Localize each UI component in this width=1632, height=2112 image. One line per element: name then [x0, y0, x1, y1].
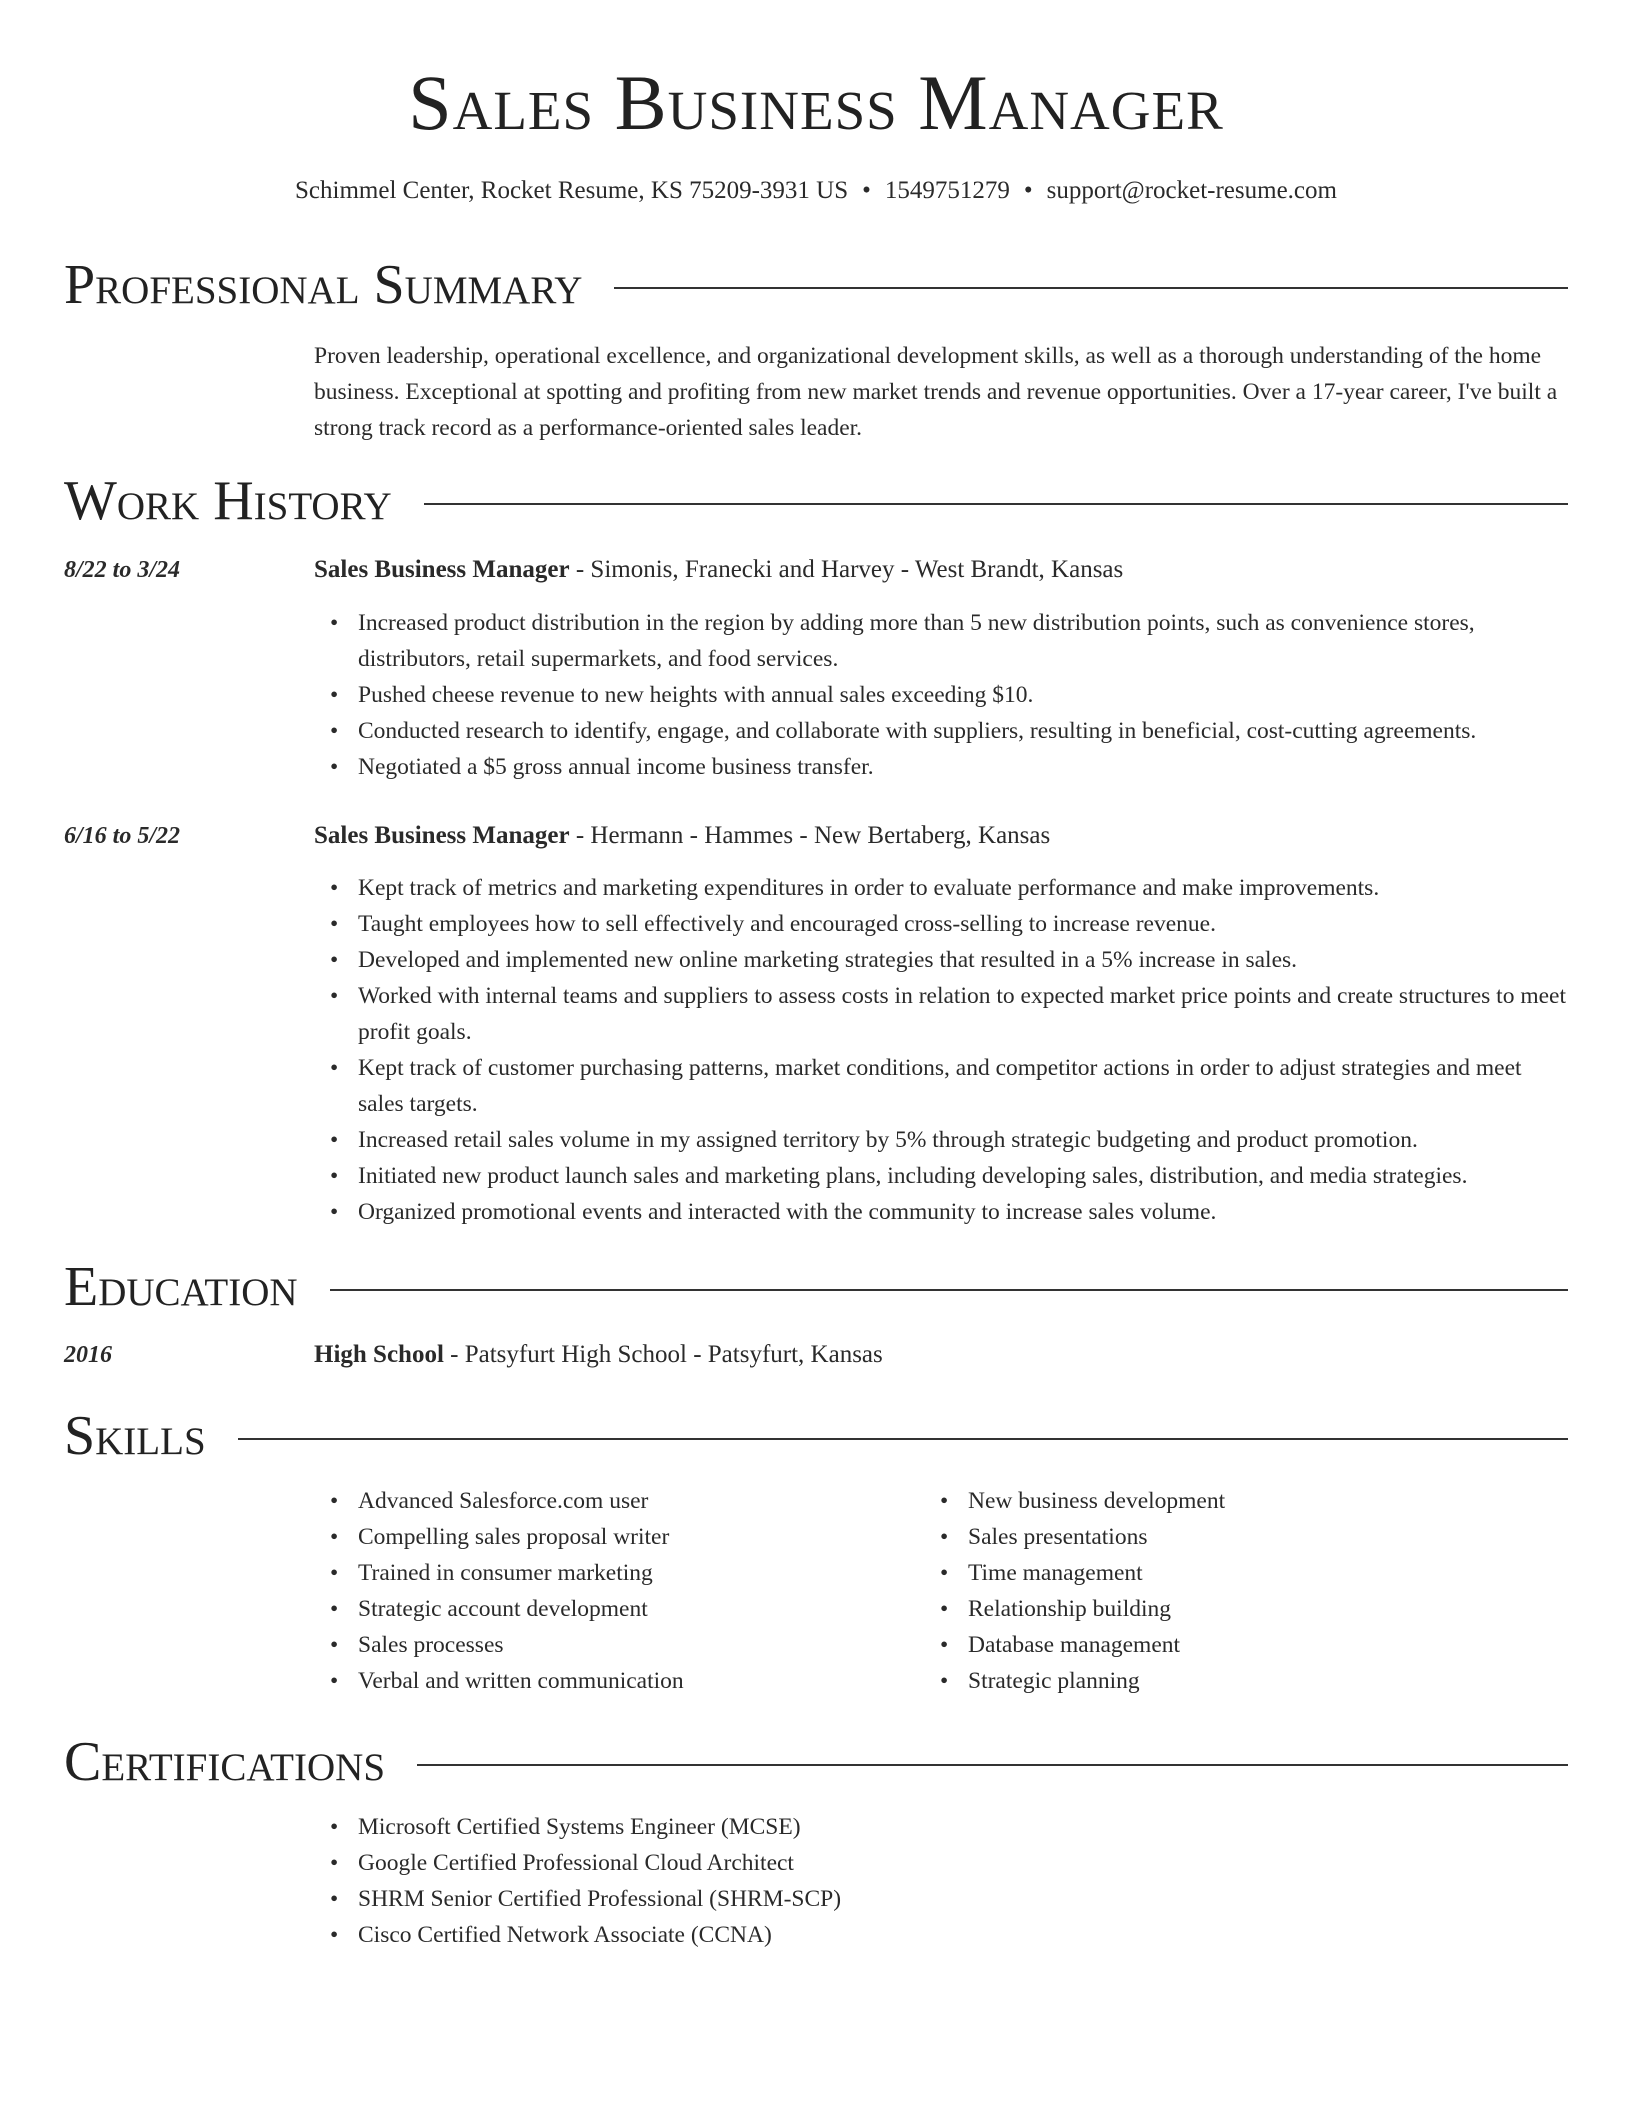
job-bullet: • Kept track of metrics and marketing expenditures in order to evaluate performance and make improvements.: [358, 870, 1568, 906]
summary-section-title: Professional Summary: [64, 254, 583, 316]
job-dates: 8/22 to 3/24: [64, 557, 181, 583]
skill-item: • Strategic planning: [968, 1663, 1564, 1699]
contact-email: support@rocket-resume.com: [1046, 177, 1337, 204]
skills-section-title: Skills: [64, 1405, 206, 1467]
certification-item: • Google Certified Professional Cloud Architect: [358, 1845, 1568, 1881]
job-bullets: [314, 870, 1568, 1230]
skill-item: • Verbal and written communication: [358, 1663, 924, 1699]
job-bullet: • Developed and implemented new online marketing strategies that resulted in a 5% increase in sales.: [358, 942, 1568, 978]
job-details: - Simonis, Franecki and Harvey - West Brandt, Kansas: [569, 556, 1124, 583]
skill-item: • Compelling sales proposal writer: [358, 1519, 924, 1555]
job-bullets: [314, 605, 1568, 785]
education-section-title: Education: [64, 1256, 298, 1318]
candidate-name: Sales Business Manager: [408, 59, 1224, 146]
job-title: Sales Business Manager: [314, 822, 570, 849]
skills-list-left: [314, 1483, 924, 1699]
skill-item: • Time management: [968, 1555, 1564, 1591]
summary-text: Proven leadership, operational excellence, and organizational development skills, as well as a thorough understanding of the home business. Exceptional at spotting and profiting from new market trends and revenue opportunities. Over a 17-year career, I've built a strong track record as a performance-oriented sales leader.: [314, 343, 1558, 441]
job-bullet: • Organized promotional events and interacted with the community to increase sales volume.: [358, 1194, 1568, 1230]
skill-item: • Sales presentations: [968, 1519, 1564, 1555]
skills-section-header: [64, 1406, 1568, 1466]
skill-item: • Strategic account development: [358, 1591, 924, 1627]
skill-item: • Sales processes: [358, 1627, 924, 1663]
certifications-section-title: Certifications: [64, 1731, 386, 1793]
job-heading: [314, 820, 1568, 852]
job-bullet: • Negotiated a $5 gross annual income business transfer.: [358, 749, 1568, 785]
skills-list-right: [924, 1483, 1564, 1699]
skill-item: • Advanced Salesforce.com user: [358, 1483, 924, 1519]
certification-item: • SHRM Senior Certified Professional (SHRM-SCP): [358, 1881, 1568, 1917]
education-degree: High School: [314, 1341, 444, 1368]
skill-item: • New business development: [968, 1483, 1564, 1519]
skill-item: • Relationship building: [968, 1591, 1564, 1627]
job-bullet: • Conducted research to identify, engage, and collaborate with suppliers, resulting in beneficial, cost-cutting agreements.: [358, 713, 1568, 749]
section-divider: [330, 1289, 1568, 1291]
section-divider: [424, 503, 1568, 505]
contact-separator: •: [1023, 177, 1033, 204]
contact-line: [0, 175, 1632, 207]
education-details: - Patsyfurt High School - Patsyfurt, Kansas: [443, 1341, 883, 1368]
job-bullet: • Increased product distribution in the region by adding more than 5 new distribution points, such as convenience stores, distributors, retail supermarkets, and food services.: [358, 605, 1568, 677]
skill-item: • Database management: [968, 1627, 1564, 1663]
work-section-title: Work History: [64, 470, 392, 532]
work-section-header: [64, 471, 1568, 531]
job-bullet: • Worked with internal teams and suppliers to assess costs in relation to expected market price points and create structures to meet profit goals.: [358, 978, 1568, 1050]
education-section-header: [64, 1257, 1568, 1317]
contact-address: Schimmel Center, Rocket Resume, KS 75209-3931 US: [295, 177, 849, 204]
summary-section-header: [64, 255, 1568, 315]
job-heading: [314, 554, 1568, 586]
certification-item: • Microsoft Certified Systems Engineer (MCSE): [358, 1809, 1568, 1845]
job-dates: 6/16 to 5/22: [64, 823, 181, 849]
certifications-section-header: [64, 1732, 1568, 1792]
job-bullet: • Initiated new product launch sales and marketing plans, including developing sales, distribution, and media strategies.: [358, 1158, 1568, 1194]
education-heading: [314, 1339, 1568, 1371]
job-bullet: • Increased retail sales volume in my assigned territory by 5% through strategic budgeting and product promotion.: [358, 1122, 1568, 1158]
job-title: Sales Business Manager: [314, 556, 570, 583]
skill-item: • Trained in consumer marketing: [358, 1555, 924, 1591]
section-divider: [238, 1438, 1568, 1440]
education-year: 2016: [64, 1342, 112, 1368]
certifications-list: [314, 1809, 1568, 1953]
section-divider: [417, 1764, 1568, 1766]
section-divider: [614, 287, 1568, 289]
job-bullet: • Pushed cheese revenue to new heights with annual sales exceeding $10.: [358, 677, 1568, 713]
contact-phone: 1549751279: [884, 177, 1010, 204]
job-bullet: • Kept track of customer purchasing patterns, market conditions, and competitor actions in order to adjust strategies and meet sales targets.: [358, 1050, 1568, 1122]
contact-separator: •: [862, 177, 871, 204]
job-details: - Hermann - Hammes - New Bertaberg, Kansas: [569, 822, 1051, 849]
certification-item: • Cisco Certified Network Associate (CCNA): [358, 1917, 1568, 1953]
job-bullet: • Taught employees how to sell effectively and encouraged cross-selling to increase revenue.: [358, 906, 1568, 942]
